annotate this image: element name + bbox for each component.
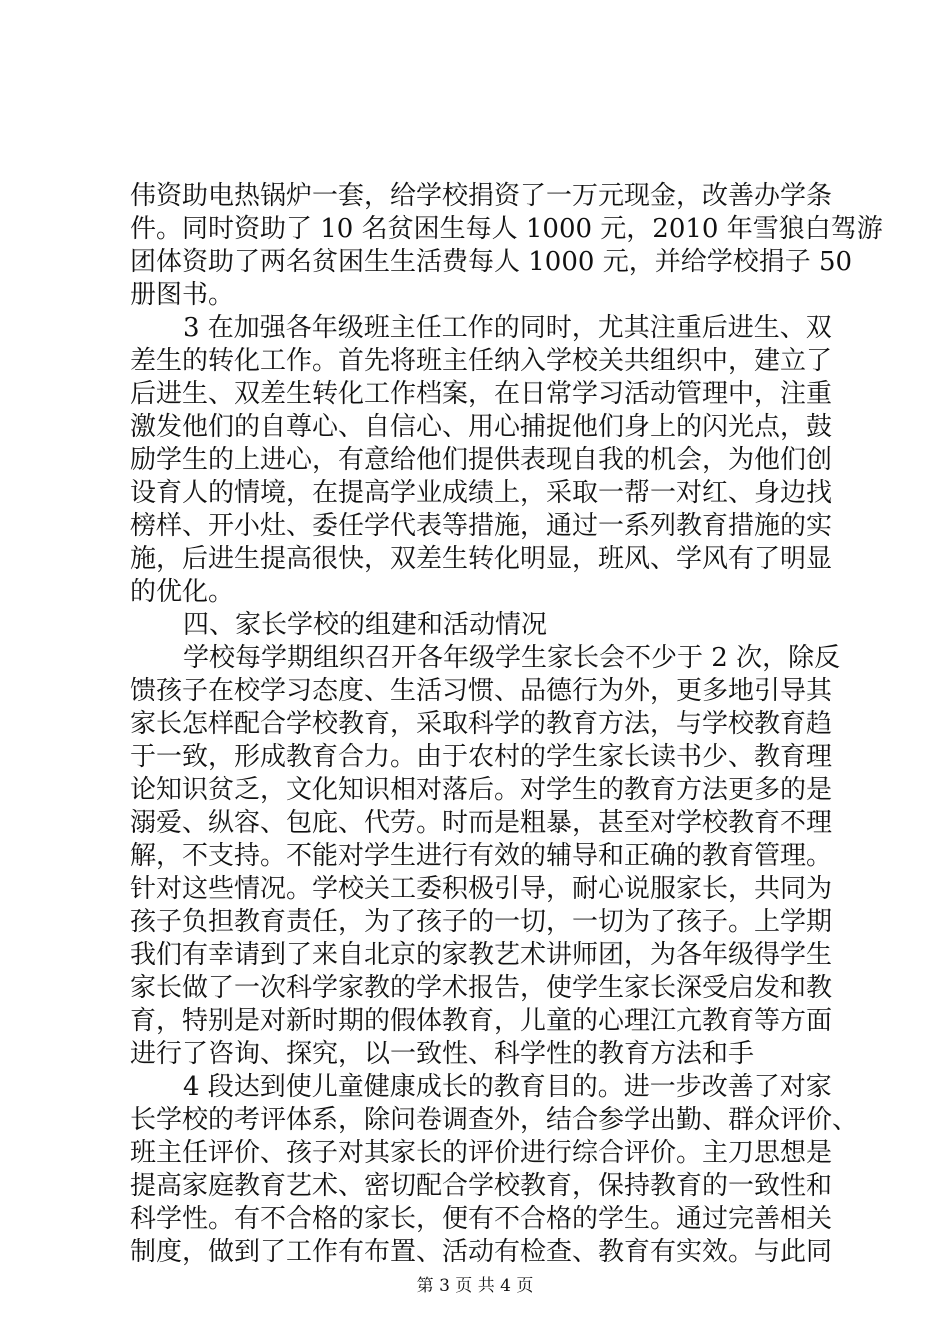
text-line: 设育人的情境，在提高学业成绩上，采取一帮一对红、身边找	[130, 478, 833, 508]
text-line: 件。同时资助了 10 名贫困生每人 1000 元，2010 年雪狼白驾游	[130, 214, 883, 244]
section-heading: 四、家长学校的组建和活动情况	[183, 610, 548, 640]
text-line: 孩子负担教育责任，为了孩子的一切，一切为了孩子。上学期	[130, 907, 833, 937]
text-line: 伟资助电热锅炉一套，给学校捐资了一万元现金，改善办学条	[130, 181, 833, 211]
text-line: 励学生的上进心，有意给他们提供表现自我的机会，为他们创	[130, 445, 833, 475]
text-line: 提高家庭教育艺术、密切配合学校教育，保持教育的一致性和	[130, 1171, 833, 1201]
text-line: 学校每学期组织召开各年级学生家长会不少于 2 次，除反	[183, 643, 841, 673]
text-line: 我们有幸请到了来自北京的家教艺术讲师团，为各年级得学生	[130, 940, 833, 970]
text-line: 针对这些情况。学校关工委积极引导，耐心说服家长，共同为	[130, 874, 833, 904]
page-number-footer: 第 3 页 共 4 页	[416, 1276, 534, 1296]
text-line: 激发他们的自尊心、自信心、用心捕捉他们身上的闪光点，鼓	[130, 412, 833, 442]
text-line: 4 段达到使儿童健康成长的教育目的。进一步改善了对家	[183, 1072, 832, 1102]
text-line: 榜样、开小灶、委任学代表等措施，通过一系列教育措施的实	[130, 511, 833, 541]
text-line: 后进生、双差生转化工作档案，在日常学习活动管理中，注重	[130, 379, 833, 409]
text-line: 育，特别是对新时期的假体教育，儿童的心理江亢教育等方面	[130, 1006, 833, 1036]
text-line: 差生的转化工作。首先将班主任纳入学校关共组织中，建立了	[130, 346, 833, 376]
text-line: 的优化。	[130, 577, 235, 607]
text-line: 家长怎样配合学校教育，采取科学的教育方法，与学校教育趋	[130, 709, 833, 739]
text-line: 3 在加强各年级班主任工作的同时，尤其注重后进生、双	[183, 313, 832, 343]
text-line: 班主任评价、孩子对其家长的评价进行综合评价。主刀思想是	[130, 1138, 833, 1168]
text-line: 科学性。有不合格的家长，便有不合格的学生。通过完善相关	[130, 1204, 833, 1234]
text-line: 溺爱、纵容、包庇、代劳。时而是粗暴，甚至对学校教育不理	[130, 808, 833, 838]
text-line: 解，不支持。不能对学生进行有效的辅导和正确的教育管理。	[130, 841, 833, 871]
text-line: 团体资助了两名贫困生生活费每人 1000 元，并给学校捐子 50	[130, 247, 853, 277]
text-line: 长学校的考评体系，除问卷调查外，结合参学出勤、群众评价、	[130, 1105, 859, 1135]
text-line: 进行了咨询、探究，以一致性、科学性的教育方法和手	[130, 1039, 755, 1069]
text-line: 册图书。	[130, 280, 235, 310]
text-line: 施，后进生提高很快，双差生转化明显，班风、学风有了明显	[130, 544, 833, 574]
text-line: 论知识贫乏，文化知识相对落后。对学生的教育方法更多的是	[130, 775, 833, 805]
text-line: 家长做了一次科学家教的学术报告，使学生家长深受启发和教	[130, 973, 833, 1003]
text-line: 制度，做到了工作有布置、活动有检查、教育有实效。与此同	[130, 1237, 833, 1267]
text-line: 馈孩子在校学习态度、生活习惯、品德行为外，更多地引导其	[130, 676, 833, 706]
text-line: 于一致，形成教育合力。由于农村的学生家长读书少、教育理	[130, 742, 833, 772]
